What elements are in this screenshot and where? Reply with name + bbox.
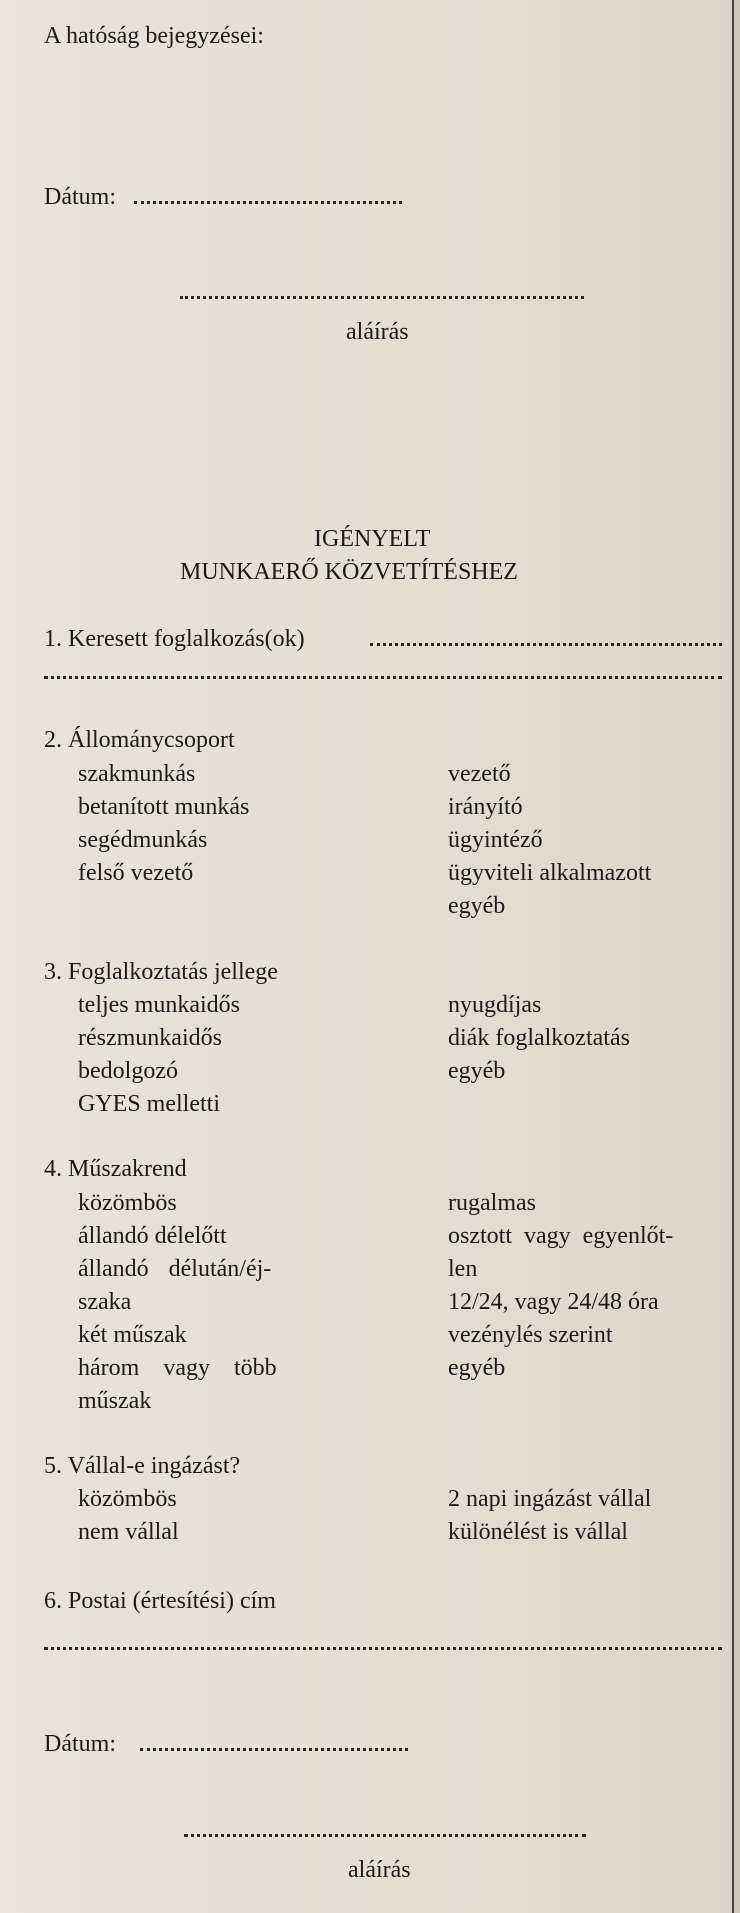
section4-option[interactable]: 12/24, vagy 24/48 óra <box>448 1289 659 1315</box>
section2-option[interactable]: betanított munkás <box>78 794 250 820</box>
section3-option[interactable]: teljes munkaidős <box>78 992 240 1018</box>
authority-header: A hatóság bejegyzései: <box>44 23 264 49</box>
section3-option[interactable]: nyugdíjas <box>448 992 542 1018</box>
section4-option[interactable]: vezénylés szerint <box>448 1322 613 1348</box>
section4-option[interactable]: két műszak <box>78 1322 187 1348</box>
bottom-date-field[interactable] <box>140 1748 408 1751</box>
occupation-field-line2[interactable] <box>44 676 722 679</box>
bottom-date-label: Dátum: <box>44 1731 116 1757</box>
section2-title: 2. Állománycsoport <box>44 727 235 753</box>
bottom-signature-line[interactable] <box>184 1834 586 1837</box>
top-date-field[interactable] <box>134 201 402 204</box>
top-date-label: Dátum: <box>44 184 116 210</box>
bottom-signature-label: aláírás <box>348 1857 411 1883</box>
top-signature-line[interactable] <box>180 296 584 299</box>
section4-option[interactable]: közömbös <box>78 1190 177 1216</box>
section4-option[interactable]: rugalmas <box>448 1190 536 1216</box>
section5-option[interactable]: nem vállal <box>78 1519 179 1545</box>
section3-title: 3. Foglalkoztatás jellege <box>44 959 278 985</box>
section2-option[interactable]: segédmunkás <box>78 827 208 853</box>
form-title-line2: MUNKAERŐ KÖZVETÍTÉSHEZ <box>180 559 518 585</box>
section5-title: 5. Vállal-e ingázást? <box>44 1453 241 1479</box>
section5-option[interactable]: közömbös <box>78 1486 177 1512</box>
section4-option[interactable]: három vagy több <box>78 1355 277 1381</box>
section2-option[interactable]: ügyviteli alkalmazott <box>448 860 652 886</box>
page-edge <box>734 0 740 1913</box>
section4-option[interactable]: állandó délután/éj- <box>78 1256 272 1282</box>
section2-option[interactable]: szakmunkás <box>78 761 196 787</box>
section6-title: 6. Postai (értesítési) cím <box>44 1588 276 1614</box>
section3-option[interactable]: GYES melletti <box>78 1091 220 1117</box>
section4-option[interactable]: egyéb <box>448 1355 506 1381</box>
section4-option[interactable]: len <box>448 1256 478 1282</box>
top-signature-label: aláírás <box>346 319 409 345</box>
section2-option[interactable]: felső vezető <box>78 860 194 886</box>
section1-title: 1. Keresett foglalkozás(ok) <box>44 626 305 652</box>
section2-option[interactable]: ügyintéző <box>448 827 543 853</box>
section3-option[interactable]: részmunkaidős <box>78 1025 222 1051</box>
section2-option[interactable]: irányító <box>448 794 523 820</box>
occupation-field[interactable] <box>370 643 722 646</box>
section4-title: 4. Műszakrend <box>44 1156 187 1182</box>
section5-option[interactable]: 2 napi ingázást vállal <box>448 1486 652 1512</box>
postal-address-field[interactable] <box>44 1647 722 1650</box>
page-border-line <box>732 0 734 1913</box>
section4-option[interactable]: műszak <box>78 1388 152 1414</box>
section3-option[interactable]: diák foglalkoztatás <box>448 1025 630 1051</box>
section5-option[interactable]: különélést is vállal <box>448 1519 628 1545</box>
section4-option[interactable]: osztott vagy egyenlőt- <box>448 1223 674 1249</box>
section2-option[interactable]: vezető <box>448 761 511 787</box>
section2-option[interactable]: egyéb <box>448 893 506 919</box>
section3-option[interactable]: egyéb <box>448 1058 506 1084</box>
form-title-line1: IGÉNYELT <box>314 526 431 552</box>
section3-option[interactable]: bedolgozó <box>78 1058 178 1084</box>
section4-option[interactable]: szaka <box>78 1289 132 1315</box>
section4-option[interactable]: állandó délelőtt <box>78 1223 227 1249</box>
